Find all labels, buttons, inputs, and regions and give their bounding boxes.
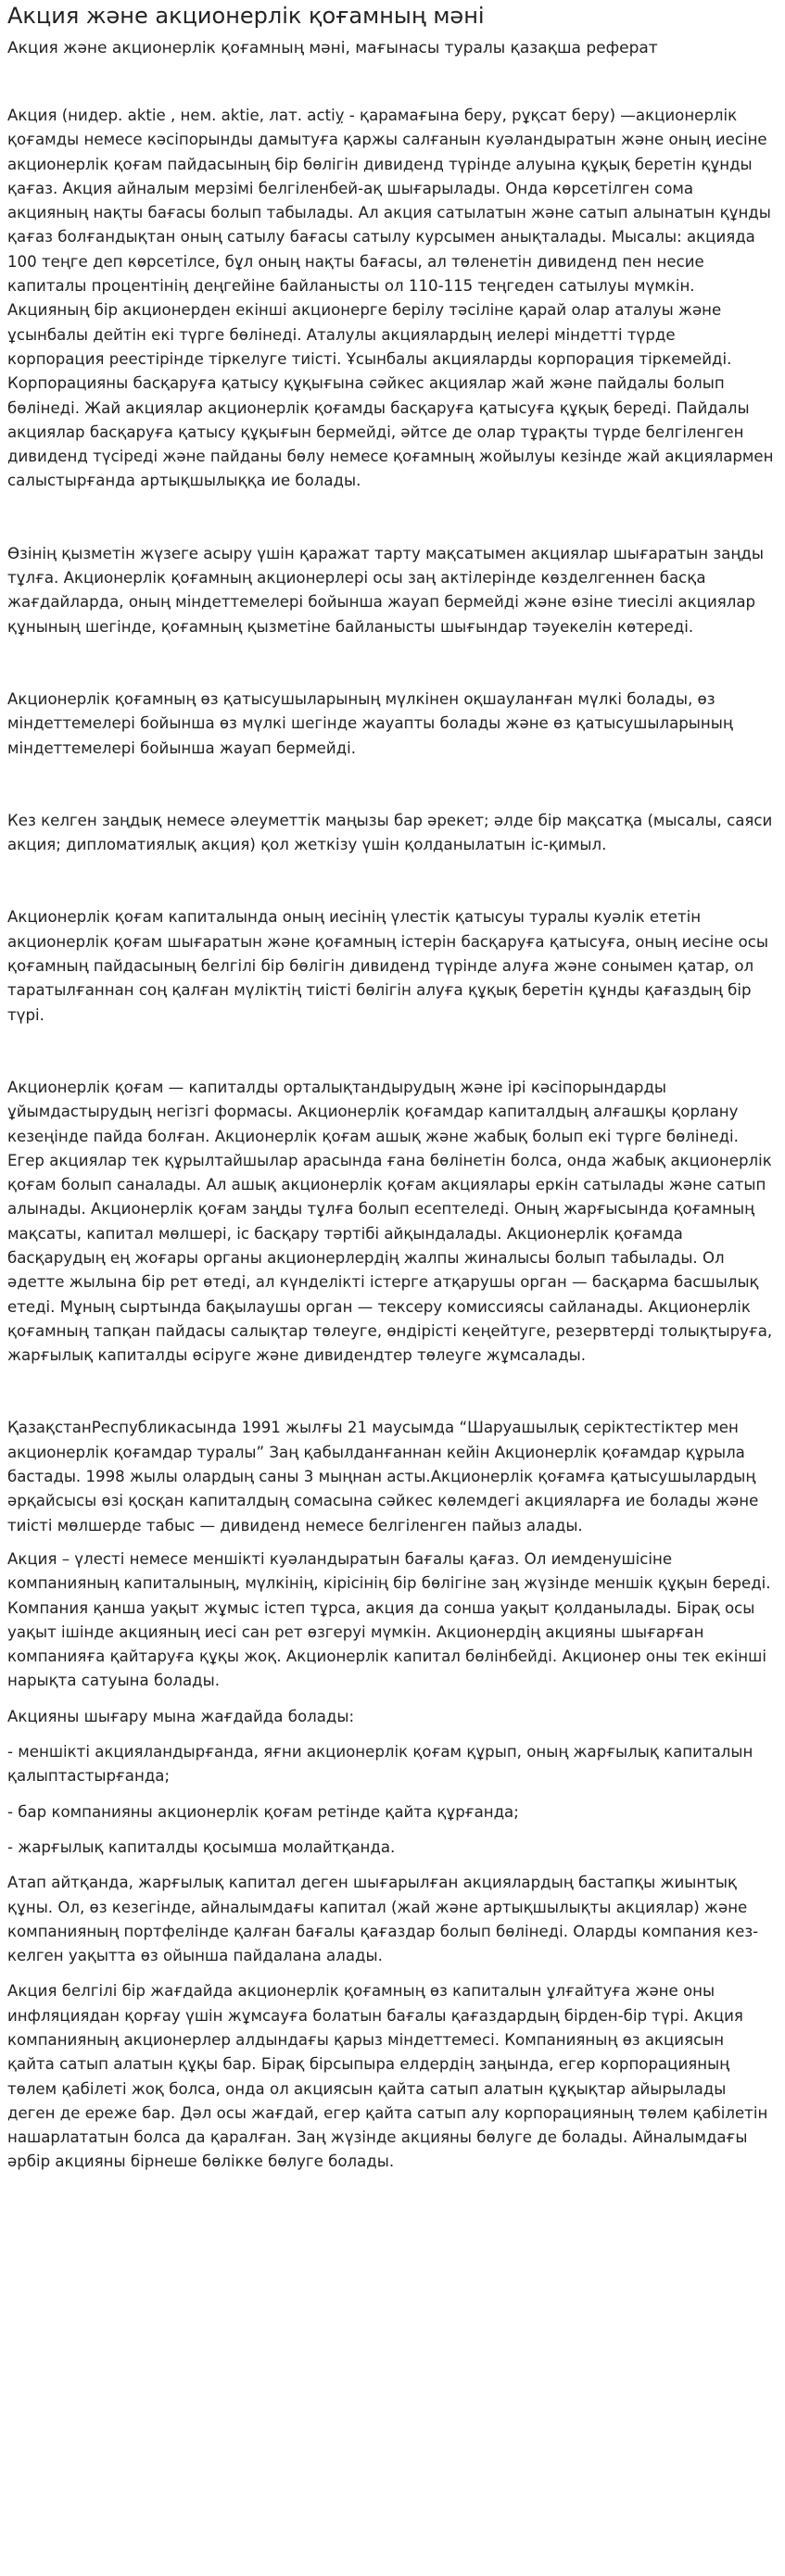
paragraph-property: Акционерлік қоғамның өз қатысушыларының мүлкінен оқшауланған мүлкі болады, өз міндеттемелері бойынша өз мүлкі шегінде жауапты болады және өз қатысушыларының міндеттемелері бойынша жауап бермейді.	[7, 689, 733, 757]
paragraph-kazakhstan: ҚазақстанРеспубликасында 1991 жылғы 21 маусымда “Шаруашылық серіктестіктер мен акционерлік қоғамдар туралы” Заң қабылданғаннан кейін Акционерлік қоғамдар құрыла бастады. 1998 жылы олардың саны 3 мыңнан асты.Акционерлік қоғамға қатысушылардың әрқайсысы өзі қосқан капиталдың сомасына сәйкес көлемдегі акцияларға ие болады және тиісті мөлшерде табыс — дивиденд немесе белгіленген пайыз алады.	[7, 1419, 759, 1534]
paragraph-legal-entity: Өзінің қызметін жүзеге асыру үшін қаражат тарту мақсатымен акциялар шығаратын заңды тұлға. Акционерлік қоғамның акционерлері осы заң актілерінде көзделгеннен басқа жағдайларда, оның міндеттемелері бойынша жауап бермейді және өзіне тиесілі акциялар құнының шегінде, қоғамның қызметіне байланысты шығындар тәуекелін көтереді.	[7, 544, 764, 636]
page-subtitle: Акция және акционерлік қоғамның мәні, мағынасы туралы қазақша реферат	[7, 39, 658, 57]
page-title: Акция және акционерлік қоғамның мәні	[7, 3, 485, 29]
paragraph-security: Акционерлік қоғам капиталында оның иесінің үлестік қатысуы туралы куәлік ететін акционерлік қоғам шығаратын және қоғамның істерін басқаруға қатысуға, оның иесіне осы қоғамның пайдасының белгілі бір бөлігін дивиденд түрінде алуға және сонымен қатар, ол таратылғаннан соң қалған мүліктің тиісті бөлігін алуға құқық беретін құнды қағаздың бір түрі.	[7, 908, 769, 1024]
paragraph-definition: Акция (нидер. aktie , нем. aktie, лат. actiỵ - қарамағына беру, рұқсат беру) —акционерлік қоғамды немесе кәсіпорынды дамытуға қаржы салғанын куәландыратын және оның иесіне акционерлік қоғам пайдасының бір бөлігін дивиденд түрінде алуына құқық беретін құнды қағаз. Акция айналым мерзімі белгіленбей-ақ шығарылады. Онда көрсетілген сома акцияның нақты бағасы болып табылады. Ал акция сатылатын және сатып алынатын құнды қағаз болғандықтан оның сатылу бағасы сатылу курсымен анықталады. Мысалы: акцияда 100 теңге деп көрсетілсе, бұл оның нақты бағасы, ал төленетін дивиденд пен несие капиталы процентінің деңгейіне байланысты ол 110-115 теңгеден сатылуы мүмкін. Акцияның бір акционерден екінші акционерге берілу тәсіліне қарай олар аталуы және ұсынбалы дейтін екі түрге бөлінеді. Аталулы акциялардың иелері міндетті түрде корпорация реестірінде тіркелуге тиісті. Ұсынбалы акцияларды корпорация тіркемейді. Корпорацияны басқаруға қатысу құқығына сәйкес акциялар жай және пайдалы болып бөлінеді. Жай акциялар акционерлік қоғамды басқаруға қатысуға құқық береді. Пайдалы акциялар басқаруға қатысу құқығын бермейді, әйтсе де олар тұрақты түрде белгіленген дивиденд түсіреді және пайданы бөлу немесе қоғамның жойылуы кезінде жай акциялармен салыстырғанда артықшылыққа ие болады.	[7, 107, 774, 490]
paragraph-joint-stock-company: Акционерлік қоғам — капиталды орталықтандырудың және ірі кәсіпорындарды ұйымдастырудың негізгі формасы. Акционерлік қоғамдар капиталдың алғашқы қорлану кезеңінде пайда болған. Акционерлік қоғам ашық және жабық болып екі түрге бөлінеді. Егер акциялар тек құрылтайшылар арасында ғана бөлінетін болса, онда жабық акционерлік қоғам болып саналады. Ал ашық акционерлік қоғам акциялары еркін сатылады және сатып алынады. Акционерлік қоғам заңды тұлға болып есептеледі. Оның жарғысында қоғамның мақсаты, капитал мөлшері, іс басқару тәртібі айқындалады. Акционерлік қоғамда басқарудың ең жоғары органы акционерлердің жалпы жиналысы болып табылады. Ол әдетте жылына бір рет өтеді, ал күнделікті істерге атқарушы орган — басқарма басшылық етеді. Мұның сыртында бақылаушы орган — тексеру комиссиясы сайланады. Акционерлік қоғамның тапқан пайдасы салықтар төлеуге, өндірісті кеңейтуге, резервтерді толықтыруға, жарғылық капиталды өсіруге және дивидендтер төлеуге жұмсалады.	[7, 1078, 773, 1365]
list-item-issue-2: - бар компанияны акционерлік қоғам ретінде қайта құрғанда;	[7, 1802, 519, 1821]
paragraph-share-buyback: Акция белгілі бір жағдайда акционерлік қоғамның өз капиталын ұлғайтуға және оны инфляциядан қорғау үшін жұмсауға болатын бағалы қағаздардың бірден-бір түрі. Акция компанияның акционерлер алдындағы қарыз міндеттемесі. Компанияның өз акциясын қайта сатып алатын құқы бар. Бірақ бірсыпыра елдердің заңында, егер корпорацияның төлем қабілеті жоқ болса, онда ол акциясын қайта сатып алатын құқықтар айырылады деген де ереже бар. Дәл осы жағдай, егер қайта сатып алу корпорацияның төлем қабілетін нашарлататын болса да қаралған. Заң жүзінде акцияны бөлуге де болады. Айналымдағы әрбір акцияны бірнеше бөлікке бөлуге болады.	[7, 1982, 768, 2171]
paragraph-action: Кез келген заңдық немесе әлеуметтік маңызы бар әрекет; әлде бір мақсатқа (мысалы, саяси акция; дипломатиялық акция) қол жеткізу үшін қолданылатын іс-қимыл.	[7, 811, 773, 854]
paragraph-issue-intro: Акцияны шығару мына жағдайда болады:	[7, 1707, 355, 1725]
paragraph-charter-capital: Атап айтқанда, жарғылық капитал деген шығарылған акциялардың бастапқы жиынтық құны. Ол, өз кезегінде, айналымдағы капитал (жай және артықшылықты акциялар) және компанияның портфелінде қалған бағалы қағаздар болып бөлінеді. Оларды компания кез-келген уақытта өз ойынша пайдалана алады.	[7, 1874, 759, 1965]
paragraph-share-ownership: Акция – үлесті немесе меншікті куәландыратын бағалы қағаз. Ол иемденушісіне компанияның капиталының, мүлкінің, кірісінің бір бөлігіне заң жүзінде меншік құқын береді. Компания қанша уақыт жұмыс істеп тұрса, акция да сонша уақыт қолданылады. Бірақ осы уақыт ішінде акцияның иесі сан рет өзгеруі мүмкін. Акционердің акцияны шығарған компанияға қайтаруға құқы жоқ. Акционерлік капитал бөлінбейді. Акционер оны тек екінші нарықта сатуына болады.	[7, 1549, 771, 1690]
list-item-issue-3: - жарғылық капиталды қосымша молайтқанда.	[7, 1837, 396, 1856]
list-item-issue-1: - меншікті акцияландырғанда, яғни акционерлік қоғам құрып, оның жарғылық капиталын қалыптастырғанда;	[7, 1743, 753, 1786]
